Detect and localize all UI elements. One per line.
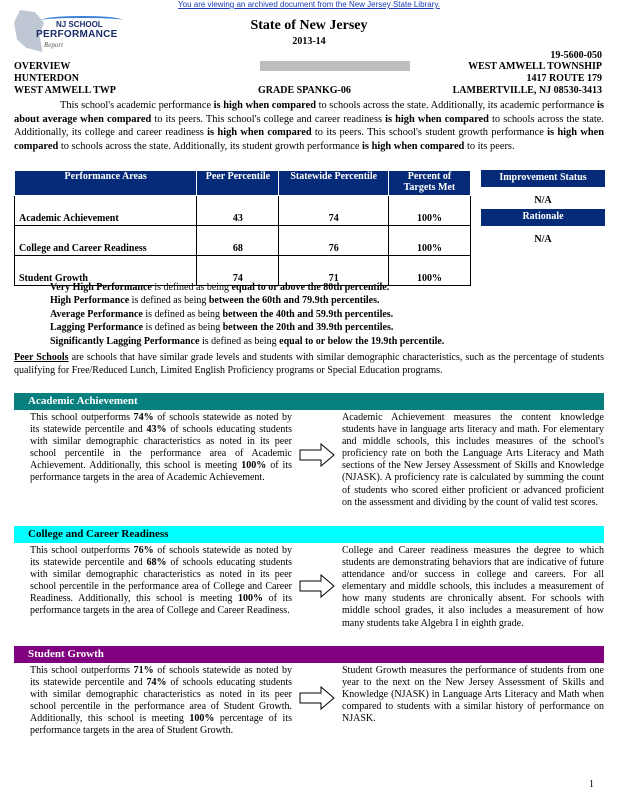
- row-targets: 100%: [388, 226, 470, 256]
- school-year: 2013-14: [292, 36, 326, 47]
- rationale-header: Rationale: [481, 209, 605, 226]
- school-code: 19-5600-050: [550, 50, 602, 61]
- table-row: [15, 226, 471, 256]
- section-left-text: This school outperforms 74% of schools statewide as noted by its statewide percentile and 43% of schools educating students with similar demographic characteristics as noted in its peer school percentile in the performance area of Academic Achievement. Additionally, this school is meeting 100% of its performance targets in the area of Academic Achievement.: [30, 412, 293, 484]
- section-student-growth: [14, 646, 604, 756]
- grade-span-value: KG-06: [322, 85, 351, 96]
- row-peer: 74: [197, 256, 279, 286]
- header-percent-targets-met: Percent of Targets Met: [388, 171, 470, 196]
- row-targets: 100%: [388, 196, 470, 226]
- improvement-status-header: Improvement Status: [481, 170, 605, 187]
- row-statewide: 74: [279, 196, 388, 226]
- logo-line3: Report: [44, 41, 64, 49]
- rationale-value: N/A: [534, 234, 552, 245]
- row-statewide: 71: [279, 256, 388, 286]
- school-address-line2: LAMBERTVILLE, NJ 08530-3413: [452, 85, 602, 96]
- archive-notice-link[interactable]: You are viewing an archived document from the New Jersey State Library.: [178, 0, 440, 9]
- right-arrow-icon: [299, 443, 335, 467]
- section-left-text: This school outperforms 76% of schools statewide as noted by its statewide percentile and 68% of schools educating students with similar demographic characteristics as noted in its peer school percentile in the performance area of College and Career Readiness. Additionally, this school is meeting 100% of its performance targets in the area of College and Career Readiness.: [30, 545, 293, 617]
- table-row: [15, 196, 471, 226]
- section-header: College and Career Readiness: [14, 526, 604, 543]
- definition-significantly-lagging: Significantly Lagging Performance is defined as being equal to or below the 19.9th percentile.: [50, 335, 445, 347]
- grade-span-label: GRADE SPAN: [258, 85, 322, 96]
- performance-table: [14, 170, 471, 286]
- school-address-line1: 1417 ROUTE 179: [526, 73, 602, 84]
- definition-high: High Performance is defined as being between the 60th and 79.9th percentiles.: [50, 295, 380, 307]
- section-college-career-readiness: [14, 526, 604, 638]
- performance-definitions: [50, 281, 444, 348]
- section-left-text: This school outperforms 71% of schools statewide as noted by its statewide percentile and 74% of schools educating students with similar demographic characteristics as noted in its peer school percentile in the performance area of Student Growth. Additionally, this school is meeting 100% percentage of its performance targets in the area of Student Growth.: [30, 665, 293, 737]
- improvement-status-value: N/A: [534, 195, 552, 206]
- row-area: Student Growth: [15, 256, 197, 286]
- page-title: State of New Jersey: [250, 18, 368, 33]
- logo-line2: PERFORMANCE: [36, 29, 118, 40]
- row-statewide: 76: [279, 226, 388, 256]
- right-arrow-icon: [299, 574, 335, 598]
- header-statewide-percentile: Statewide Percentile: [279, 171, 388, 196]
- section-right-text: Academic Achievement measures the content knowledge students have in language arts literacy and math. For elementary and middle schools, this includes measures of the school's proficiency rate on both the Language Arts Literacy and Math sections of the New Jersey Assessment of Skills and Knowledge (NJASK). A proficiency rate is calculated by summing the count of students who scored either proficient or advanced proficient on the assessment and dividing by the count of valid test scores.: [342, 412, 604, 508]
- school-name: WEST AMWELL TOWNSHIP: [468, 61, 602, 72]
- row-area: College and Career Readiness: [15, 226, 197, 256]
- row-peer: 68: [197, 226, 279, 256]
- row-peer: 43: [197, 196, 279, 226]
- district-name: WEST AMWELL TWP: [14, 85, 116, 96]
- section-right-text: Student Growth measures the performance of students from one year to the next on the New Jersey Assessment of Skills and Knowledge (NJASK) in Language Arts Literacy and Math when compared to students with a similar history of performance on NJASK.: [342, 665, 604, 725]
- section-academic-achievement: [14, 393, 604, 521]
- header-performance-areas: Performance Areas: [15, 171, 197, 196]
- definition-average: Average Performance is defined as being between the 40th and 59.9th percentiles.: [50, 308, 394, 320]
- intro-paragraph: This school's academic performance is high when compared to schools across the state. Additionally, its academic performance is about average when compared to its peers. This school's college and career readiness is high when compared to schools across the state. Additionally, its college and career readiness is high when compared to its peers. This school's student growth performance is high when compared to schools across the state. Additionally, its student growth performance is high when compared to its peers.: [14, 100, 604, 152]
- row-area: Academic Achievement: [15, 196, 197, 226]
- logo-line1: NJ SCHOOL: [56, 20, 103, 29]
- performance-table-header: [15, 171, 471, 196]
- overview-label: OVERVIEW: [14, 61, 71, 72]
- section-header: Student Growth: [14, 646, 604, 663]
- county-name: HUNTERDON: [14, 73, 80, 84]
- improvement-status-panel: [481, 170, 605, 248]
- section-header: Academic Achievement: [14, 393, 604, 410]
- peer-schools-paragraph: Peer Schools are schools that have similar grade levels and students with similar demographic characteristics, such as the percentage of students qualifying for Free/Reduced Lunch, Limited English Proficiency programs or Special Education programs.: [14, 352, 604, 377]
- header-peer-percentile: Peer Percentile: [197, 171, 279, 196]
- page-number: 1: [589, 779, 594, 790]
- overview-gray-band: [260, 61, 410, 71]
- definition-very-high: Very High Performance is defined as being equal to or above the 80th percentile.: [50, 282, 390, 293]
- definition-lagging: Lagging Performance is defined as being between the 20th and 39.9th percentiles.: [50, 322, 394, 334]
- section-right-text: College and Career readiness measures the degree to which students are demonstrating behaviors that are indicative of future attendance and/or success in college and careers. For all elementary and middle schools, this includes a measurement of how many students are chronically absent. For schools with middle school grades, it also includes a measurement of how many students take Algebra I in eighth grade.: [342, 545, 604, 629]
- right-arrow-icon: [299, 686, 335, 710]
- row-targets: 100%: [388, 256, 470, 286]
